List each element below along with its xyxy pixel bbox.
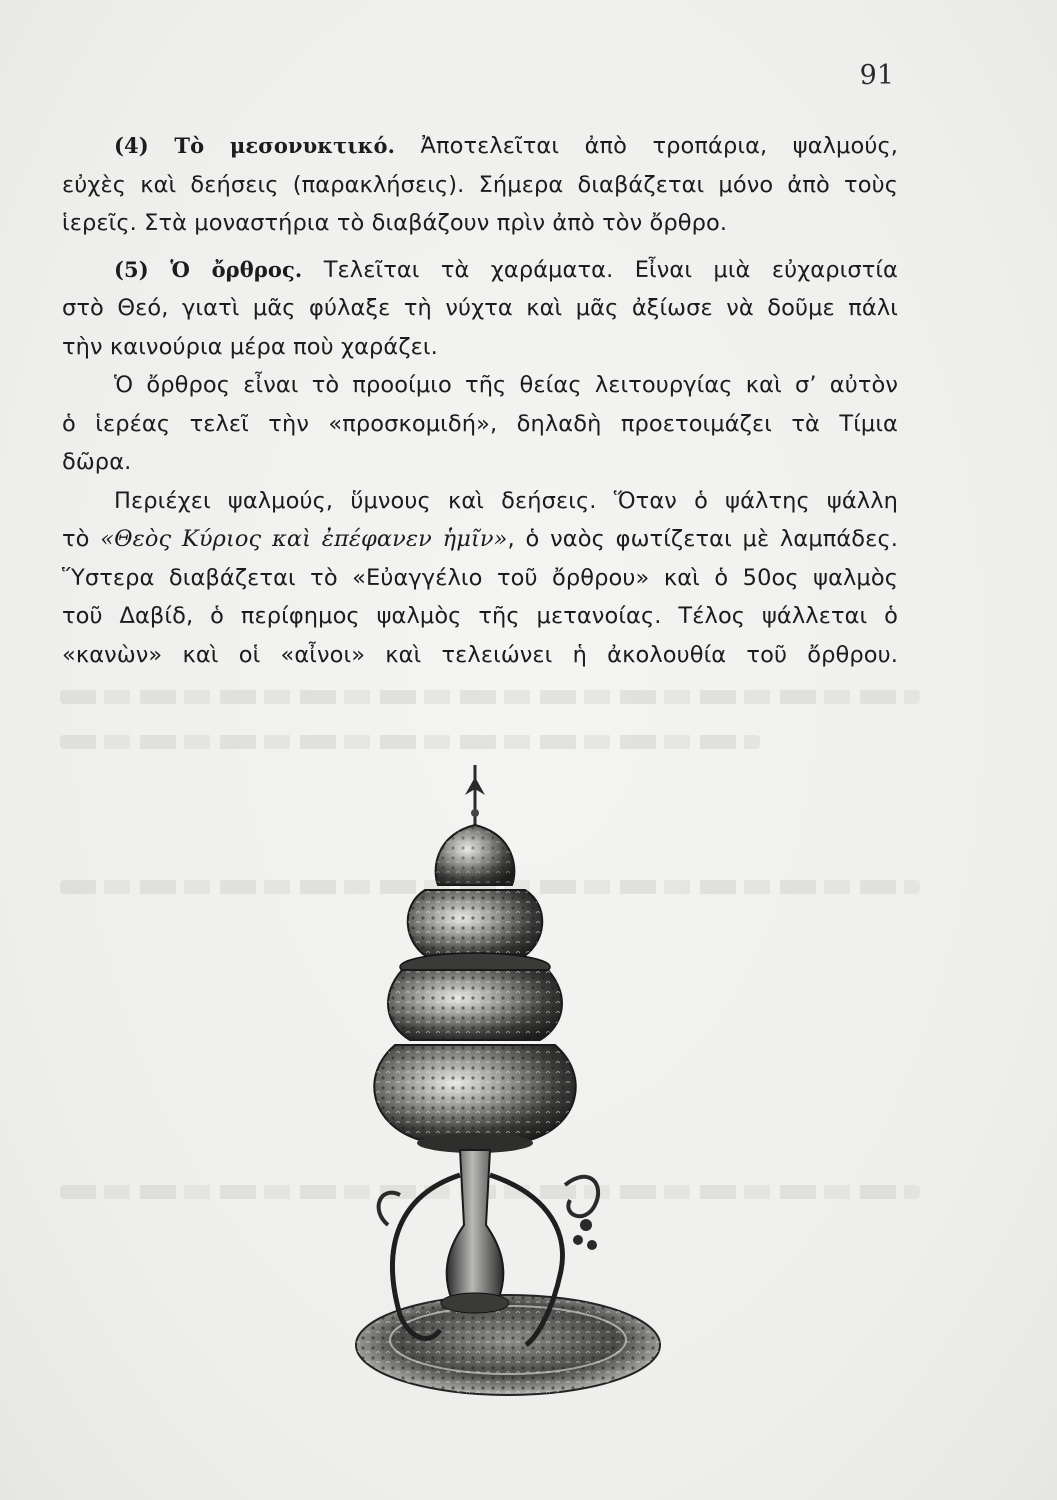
section-mesonyktiko bbox=[62, 127, 898, 204]
censer-image bbox=[340, 755, 670, 1405]
section-heading: (5) Ὁ ὄρθρος. bbox=[114, 256, 303, 282]
text-line-para bbox=[62, 204, 898, 243]
paragraph-orthros-content bbox=[62, 482, 898, 675]
text-line: Τελεῖται τὰ χαράματα. Εἶναι μιὰ εὐχαριστία bbox=[302, 256, 898, 283]
section-orthros bbox=[62, 251, 898, 328]
text-line: , ὁ ναὸς φωτίζεται μὲ λαμπάδες. bbox=[507, 526, 898, 552]
text-line: στὸ Θεό, γιατὶ μᾶς φύλαξε τὴ νύχτα καὶ μᾶς ἀξίωσε νὰ δοῦμε πάλι bbox=[62, 295, 898, 321]
text-line: δῶρα. bbox=[62, 449, 132, 475]
text-line: εὐχὲς καὶ δεήσεις (παρακλήσεις). Σήμερα διαβάζεται μόνο ἀπὸ τοὺς bbox=[62, 171, 898, 198]
text-line-para bbox=[62, 443, 898, 482]
text-line: τὴν καινούρια μέρα ποὺ χαράζει. bbox=[62, 333, 438, 360]
text-line: τοῦ Δαβίδ, ὁ περίφημος ψαλμὸς τῆς μετανοίας. Τέλος ψάλλεται ὁ bbox=[62, 603, 898, 629]
text-line-para bbox=[62, 328, 898, 367]
show-through-bleed bbox=[60, 690, 920, 704]
text-line: ὁ ἱερέας τελεῖ τὴν «προσκομιδή», δηλαδὴ προετοιμάζει τὰ Τίμια bbox=[62, 410, 898, 437]
paragraph-proskomidi bbox=[62, 366, 898, 443]
text-line: Περιέχει ψαλμούς, ὕμνους καὶ δεήσεις. Ὅταν ὁ ψάλτης ψάλλη bbox=[114, 487, 898, 514]
text-line: τὸ bbox=[62, 526, 101, 552]
text-line: ἱερεῖς. Στὰ μοναστήρια τὸ διαβάζουν πρὶν ἀπὸ τὸν ὄρθρο. bbox=[62, 210, 728, 236]
section-heading: (4) Τὸ μεσονυκτικό. bbox=[114, 133, 395, 158]
body-text bbox=[62, 127, 898, 674]
page-number: 91 bbox=[859, 60, 894, 91]
hymn-quote: «Θεὸς Κύριος καὶ ἐπέφανεν ἡμῖν» bbox=[100, 526, 508, 552]
show-through-bleed bbox=[60, 735, 760, 749]
text-line: Ὁ ὄρθρος εἶναι τὸ προοίμιο τῆς θείας λειτουργίας καὶ σ’ αὐτὸν bbox=[114, 372, 898, 398]
text-line: Ἀποτελεῖται ἀπὸ τροπάρια, ψαλμούς, bbox=[394, 133, 898, 159]
text-line: «κανὼν» καὶ οἱ «αἶνοι» καὶ τελειώνει ἡ ἀκολουθία τοῦ ὄρθρου. bbox=[62, 641, 898, 668]
text-line: Ὕστερα διαβάζεται τὸ «Εὐαγγέλιο τοῦ ὄρθρου» καὶ ὁ 50ος ψαλμὸς bbox=[62, 564, 898, 591]
